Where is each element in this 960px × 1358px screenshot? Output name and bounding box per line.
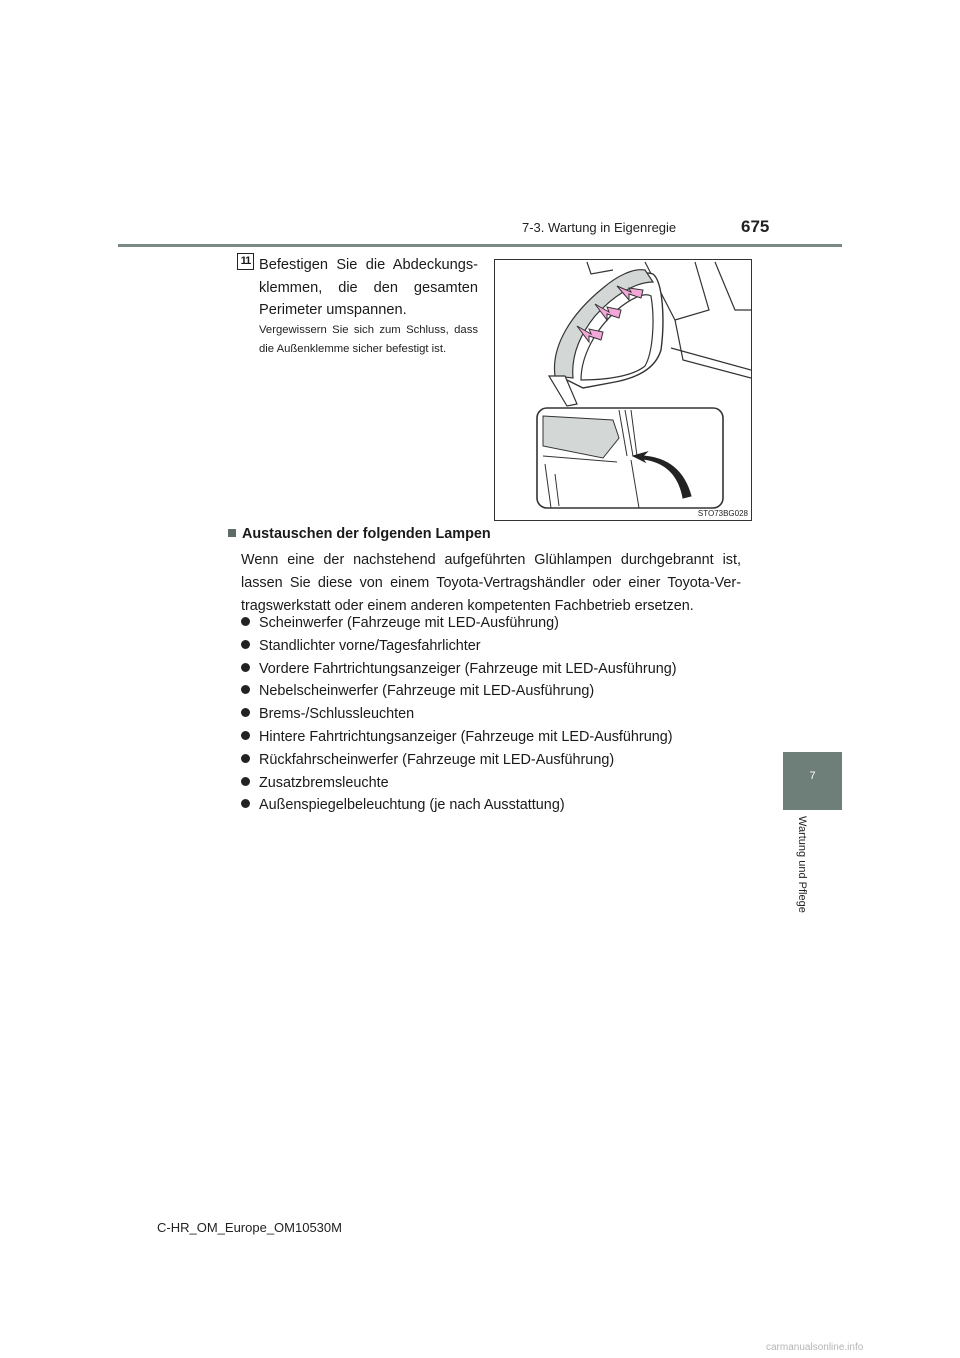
bullet-icon — [241, 731, 250, 740]
section-body: Wenn eine der nachstehend aufgeführten Glühlampen durchgebrannt ist, lassen Sie diese von einem Toyota-Vertragshändler oder einer Toyota-Ver-tragswerkstatt oder einem anderen kompetenten Fachbetrieb ersetzen. — [241, 552, 741, 614]
bullet-icon — [241, 663, 250, 672]
chapter-tab — [783, 752, 842, 810]
bullet-icon — [241, 777, 250, 786]
list-item-text: Hintere Fahrtrichtungsanzeiger (Fahrzeuge mit LED-Ausführung) — [259, 728, 673, 745]
bullet-icon — [241, 754, 250, 763]
section-heading — [228, 526, 491, 542]
list-item-text: Brems-/Schlussleuchten — [259, 706, 415, 723]
bullet-icon — [241, 708, 250, 717]
header-divider — [118, 244, 842, 247]
list-item-text: Vordere Fahrtrichtungsanzeiger (Fahrzeuge mit LED-Ausführung) — [259, 660, 677, 677]
watermark: carmanualsonline.info — [766, 1342, 864, 1353]
step-number-badge: 11 — [237, 253, 254, 270]
heading-square-icon — [228, 529, 236, 537]
bullet-icon — [241, 640, 250, 649]
lamp-list — [241, 612, 677, 817]
list-item — [241, 612, 677, 635]
bullet-icon — [241, 617, 250, 626]
page-number: 675 — [741, 217, 770, 236]
list-item-text: Scheinwerfer (Fahrzeuge mit LED-Ausführung) — [259, 615, 559, 631]
pillar-line — [715, 262, 751, 310]
frame-line — [587, 262, 613, 274]
mirror-cover-illustration — [494, 259, 752, 521]
section-heading-text: Austauschen der folgenden Lampen — [242, 526, 491, 542]
list-item-text: Außenspiegelbeleuchtung (je nach Ausstattung) — [259, 797, 565, 814]
mirror-diagram — [495, 260, 751, 520]
bullet-icon — [241, 685, 250, 694]
list-item-text: Zusatzbremsleuchte — [259, 774, 389, 791]
list-item — [241, 635, 677, 658]
step-note: Vergewissern Sie sich zum Schluss, dass die Außenklemme sicher befestigt ist. — [259, 324, 478, 355]
list-item — [241, 749, 677, 772]
header-section-title: 7-3. Wartung in Eigenregie — [522, 220, 677, 235]
chapter-title: Wartung und Pflege — [796, 816, 808, 913]
list-item — [241, 658, 677, 681]
list-item-text: Rückfahrscheinwerfer (Fahrzeuge mit LED-Ausführung) — [259, 751, 615, 768]
door-line — [675, 320, 751, 378]
step-instruction: Befestigen Sie die Abdeckungs-klemmen, die den gesamten Perimeter umspannen. — [259, 257, 478, 318]
bullet-icon — [241, 799, 250, 808]
figure-code: STO73BG028 — [697, 509, 748, 518]
chapter-number: 7 — [809, 770, 816, 782]
list-item — [241, 794, 677, 817]
document-id: C-HR_OM_Europe_OM10530M — [157, 1220, 342, 1235]
list-item-text: Standlichter vorne/Tagesfahrlichter — [259, 637, 481, 654]
list-item — [241, 703, 677, 726]
list-item-text: Nebelscheinwerfer (Fahrzeuge mit LED-Ausführung) — [259, 683, 595, 700]
list-item — [241, 726, 677, 749]
list-item — [241, 680, 677, 703]
list-item — [241, 772, 677, 795]
